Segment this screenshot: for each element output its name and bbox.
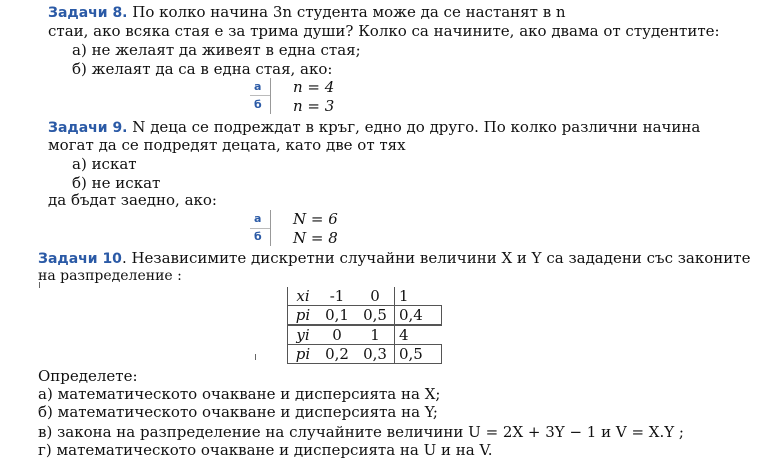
task10-item-c: в) закона на разпределение на случайните величини U = 2X + 3Y − 1 и V = X.Y ; <box>38 423 684 441</box>
cell-px2: 0,5 <box>356 306 395 326</box>
task10-item-d: г) математическото очакване и дисперсията на U и на V. <box>38 441 493 459</box>
distribution-table <box>287 287 442 364</box>
table-row-py <box>288 345 442 364</box>
task10-item-b: б) математическото очакване и дисперсията на Y; <box>38 403 438 421</box>
task8-case-a-tag: а <box>254 80 262 93</box>
task9-text1: N деца се подреждат в кръг, едно до друго. По колко различни начина <box>132 118 701 136</box>
task9-case-divider <box>270 210 271 246</box>
task9-case-a-tag: а <box>254 212 262 225</box>
cell-py1: 0,2 <box>325 345 349 363</box>
task8-case-rule <box>250 95 270 96</box>
task8-title: Задачи 8. <box>48 5 128 21</box>
task9-line3: да бъдат заедно, ако: <box>48 191 217 209</box>
task8-case-divider <box>270 78 271 114</box>
task9-case-rule <box>250 228 270 229</box>
task8-line1 <box>48 3 566 22</box>
task9-case-b-expr: N = 8 <box>293 229 338 247</box>
table-row-x <box>288 287 442 306</box>
task10-title: Задачи 10 <box>38 251 122 267</box>
task8-case-a-expr: n = 4 <box>293 78 335 96</box>
cell-x1: -1 <box>329 287 345 305</box>
cell-y3: 4 <box>399 326 409 344</box>
table-row-y <box>288 325 442 345</box>
cell-py2: 0,3 <box>356 345 395 364</box>
cell-py3: 0,5 <box>395 345 442 364</box>
task8-text1: По колко начина 3n студента може да се настанят в n <box>132 3 566 21</box>
task9-title: Задачи 9. <box>48 120 128 136</box>
task9-case-a-expr: N = 6 <box>293 210 338 228</box>
cell-px3: 0,4 <box>395 306 442 326</box>
cell-y2: 1 <box>356 325 395 345</box>
task10-line2: на разпределение : <box>38 268 182 284</box>
cell-pi-y: pi <box>295 345 311 363</box>
table-margin-tick <box>255 354 256 360</box>
task9-line1 <box>48 118 700 137</box>
task8-line2: стаи, ако всяка стая е за трима души? Колко са начините, ако двама от студентите: <box>48 22 720 40</box>
task10-item-a: а) математическото очакване и дисперсията на X; <box>38 385 441 403</box>
task10-text1: . Независимите дискретни случайни величини X и Y са зададени със законите <box>121 249 751 267</box>
task10-margin-tick <box>39 282 40 288</box>
cell-px1: 0,1 <box>325 306 349 324</box>
task8-case-b-tag: б <box>254 98 262 111</box>
task8-item-b: б) желаят да са в една стая, ако: <box>72 60 333 78</box>
table-row-px <box>288 306 442 326</box>
task10-determine: Определете: <box>38 367 138 385</box>
task8-item-a: а) не желаят да живеят в една стая; <box>72 41 361 59</box>
task9-item-b: б) не искат <box>72 174 161 192</box>
cell-yi: yi <box>296 326 310 344</box>
cell-y1: 0 <box>332 326 342 344</box>
task9-item-a: а) искат <box>72 155 137 173</box>
task10-line1 <box>38 249 750 268</box>
task9-line2: могат да се подредят децата, като две от тях <box>48 136 406 154</box>
cell-pi-x: pi <box>295 306 311 324</box>
cell-x2: 0 <box>356 287 395 306</box>
task8-case-b-expr: n = 3 <box>293 97 335 115</box>
cell-xi: xi <box>296 287 310 305</box>
task9-case-b-tag: б <box>254 230 262 243</box>
cell-x3: 1 <box>399 287 409 305</box>
